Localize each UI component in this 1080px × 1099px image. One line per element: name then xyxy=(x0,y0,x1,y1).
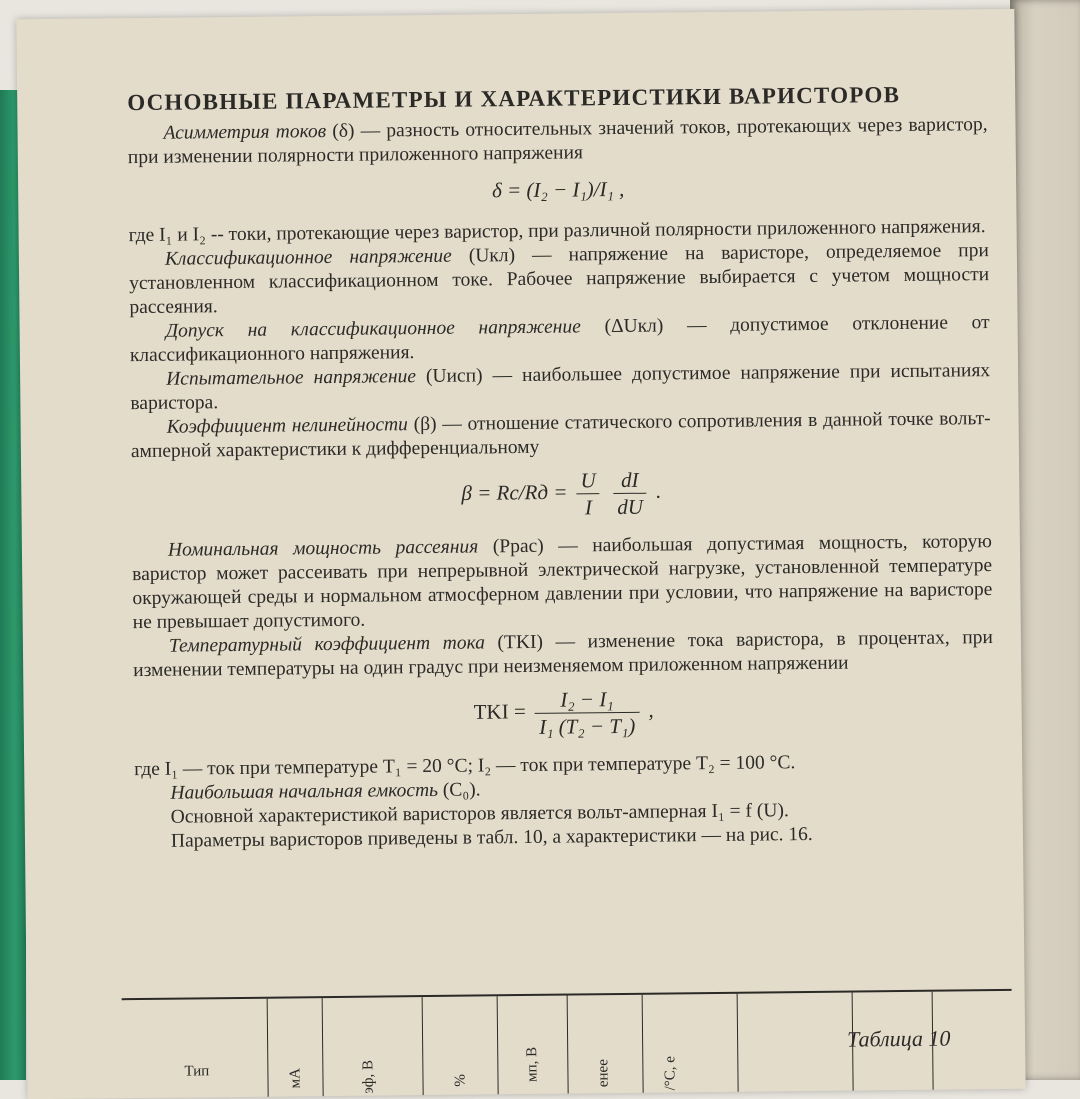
term-tolerance: Допуск на классификационное напряжение xyxy=(165,316,581,342)
paragraph-main-characteristic: Основной характеристикой варисторов является вольт-амперная I₁ = f (U). xyxy=(170,800,789,828)
fraction-denominator: dU xyxy=(617,494,644,519)
table-header xyxy=(122,991,1013,1098)
text-tolerance: (ΔUкл) — допустимое отклонение от классификационного напряжения. xyxy=(129,312,990,367)
term-capacitance: Наибольшая начальная емкость xyxy=(170,779,439,804)
paragraph-classification xyxy=(129,239,990,320)
term-test-voltage: Испытательное напряжение xyxy=(166,366,417,390)
formula-tki-end: , xyxy=(648,697,654,722)
paragraph-tki xyxy=(133,626,993,683)
table-divider xyxy=(932,992,934,1090)
term-classification: Классификационное напряжение xyxy=(164,245,452,270)
paragraph-parameters-ref: Параметры варисторов приведены в табл. 10, а характеристики — на рис. 16. xyxy=(170,823,813,852)
table-header-type: Тип xyxy=(184,1063,210,1080)
table-divider xyxy=(267,999,269,1097)
table-caption: Таблица 10 xyxy=(846,1025,951,1052)
table-divider xyxy=(852,993,854,1091)
term-tki: Температурный коэффициент тока xyxy=(168,632,486,657)
term-nonlinearity: Коэффициент нелинейности xyxy=(166,414,408,438)
paragraph-nonlinearity xyxy=(131,407,991,464)
paragraph-power xyxy=(132,530,993,635)
term-power: Номинальная мощность рассеяния xyxy=(167,536,479,561)
page-content xyxy=(127,79,995,854)
formula-tki-left: TKI = xyxy=(473,699,526,724)
formula-beta-end: . xyxy=(655,478,662,503)
formula-beta-left: β = Rc/Rд = xyxy=(461,479,568,505)
text-power: (Pрас) — наибольшая допустимая мощность, которую варистор может рассеивать при непрерывной электрической нагрузке, установленной температуре окружающей среды и нормальном атмосферном давлении при условии, что напряжение на варисторе не превышает допустимого. xyxy=(132,531,993,634)
text-asymmetry: (δ) — разность относительных значений токов, протекающих через варистор, при изменении полярности приложенного напряжения xyxy=(127,114,988,169)
fraction-numerator: I₂ − I₁ xyxy=(535,686,639,714)
fraction-numerator: U xyxy=(576,467,599,494)
formula-delta: δ = (I₂ − I₁)/I₁ , xyxy=(491,176,625,203)
table-header-percent: % xyxy=(452,1074,469,1087)
table-header-enee: енее xyxy=(595,1059,612,1088)
table-divider xyxy=(567,996,569,1094)
paragraph-asymmetry xyxy=(127,113,987,170)
fraction-tki xyxy=(535,686,640,740)
text-nonlinearity: (β) — отношение статического сопротивления в данной точке вольт-амперной характеристики к дифференциальному xyxy=(130,408,991,463)
fraction-di-over-du xyxy=(613,467,647,520)
table-divider xyxy=(422,997,424,1095)
fraction-denominator: I xyxy=(584,495,593,520)
text-classification: (Uкл) — напряжение на варисторе, определяемое при установленном классификационном токе. Рабочее напряжение выбирается с учетом мощности рассеяния. xyxy=(129,240,990,319)
fraction-denominator: I₁ (T₂ − T₁) xyxy=(539,713,636,739)
table-header-ef: эф, В xyxy=(360,1059,377,1094)
table-divider xyxy=(322,998,324,1096)
text-test-voltage: (Uисп) — наибольшее допустимое напряжение при испытаниях варистора. xyxy=(130,360,991,415)
text-capacitance: (C₀). xyxy=(437,779,481,801)
paragraph-where-temperature: где I₁ — ток при температуре T₁ = 20 °C; I₂ — ток при температуре T₂ = 100 °C. xyxy=(134,752,796,781)
fraction-u-over-i xyxy=(576,467,600,520)
book-page xyxy=(16,9,1025,1099)
formula-tki xyxy=(133,682,994,744)
text-tki: (TKI) — изменение тока варистора, в процентах, при изменении температуры на один градус при неизменяемом приложенном напряжении xyxy=(133,627,994,682)
fraction-numerator: dI xyxy=(613,467,647,494)
paragraph-where-currents: где I₁ и I₂ -- токи, протекающие через варистор, при различной полярности приложенного напряжения. xyxy=(128,216,986,247)
table-header-temp: /°C, е xyxy=(662,1056,679,1091)
table-header-mp: мп, В xyxy=(524,1046,541,1083)
table-header-ma: мА xyxy=(287,1067,304,1089)
term-asymmetry: Асимметрия токов xyxy=(163,121,327,144)
section-title: ОСНОВНЫЕ ПАРАМЕТРЫ И ХАРАКТЕРИСТИКИ ВАРИСТОРОВ xyxy=(127,82,901,116)
table-divider xyxy=(737,994,739,1092)
table-divider xyxy=(642,995,644,1093)
formula-beta xyxy=(131,463,992,525)
